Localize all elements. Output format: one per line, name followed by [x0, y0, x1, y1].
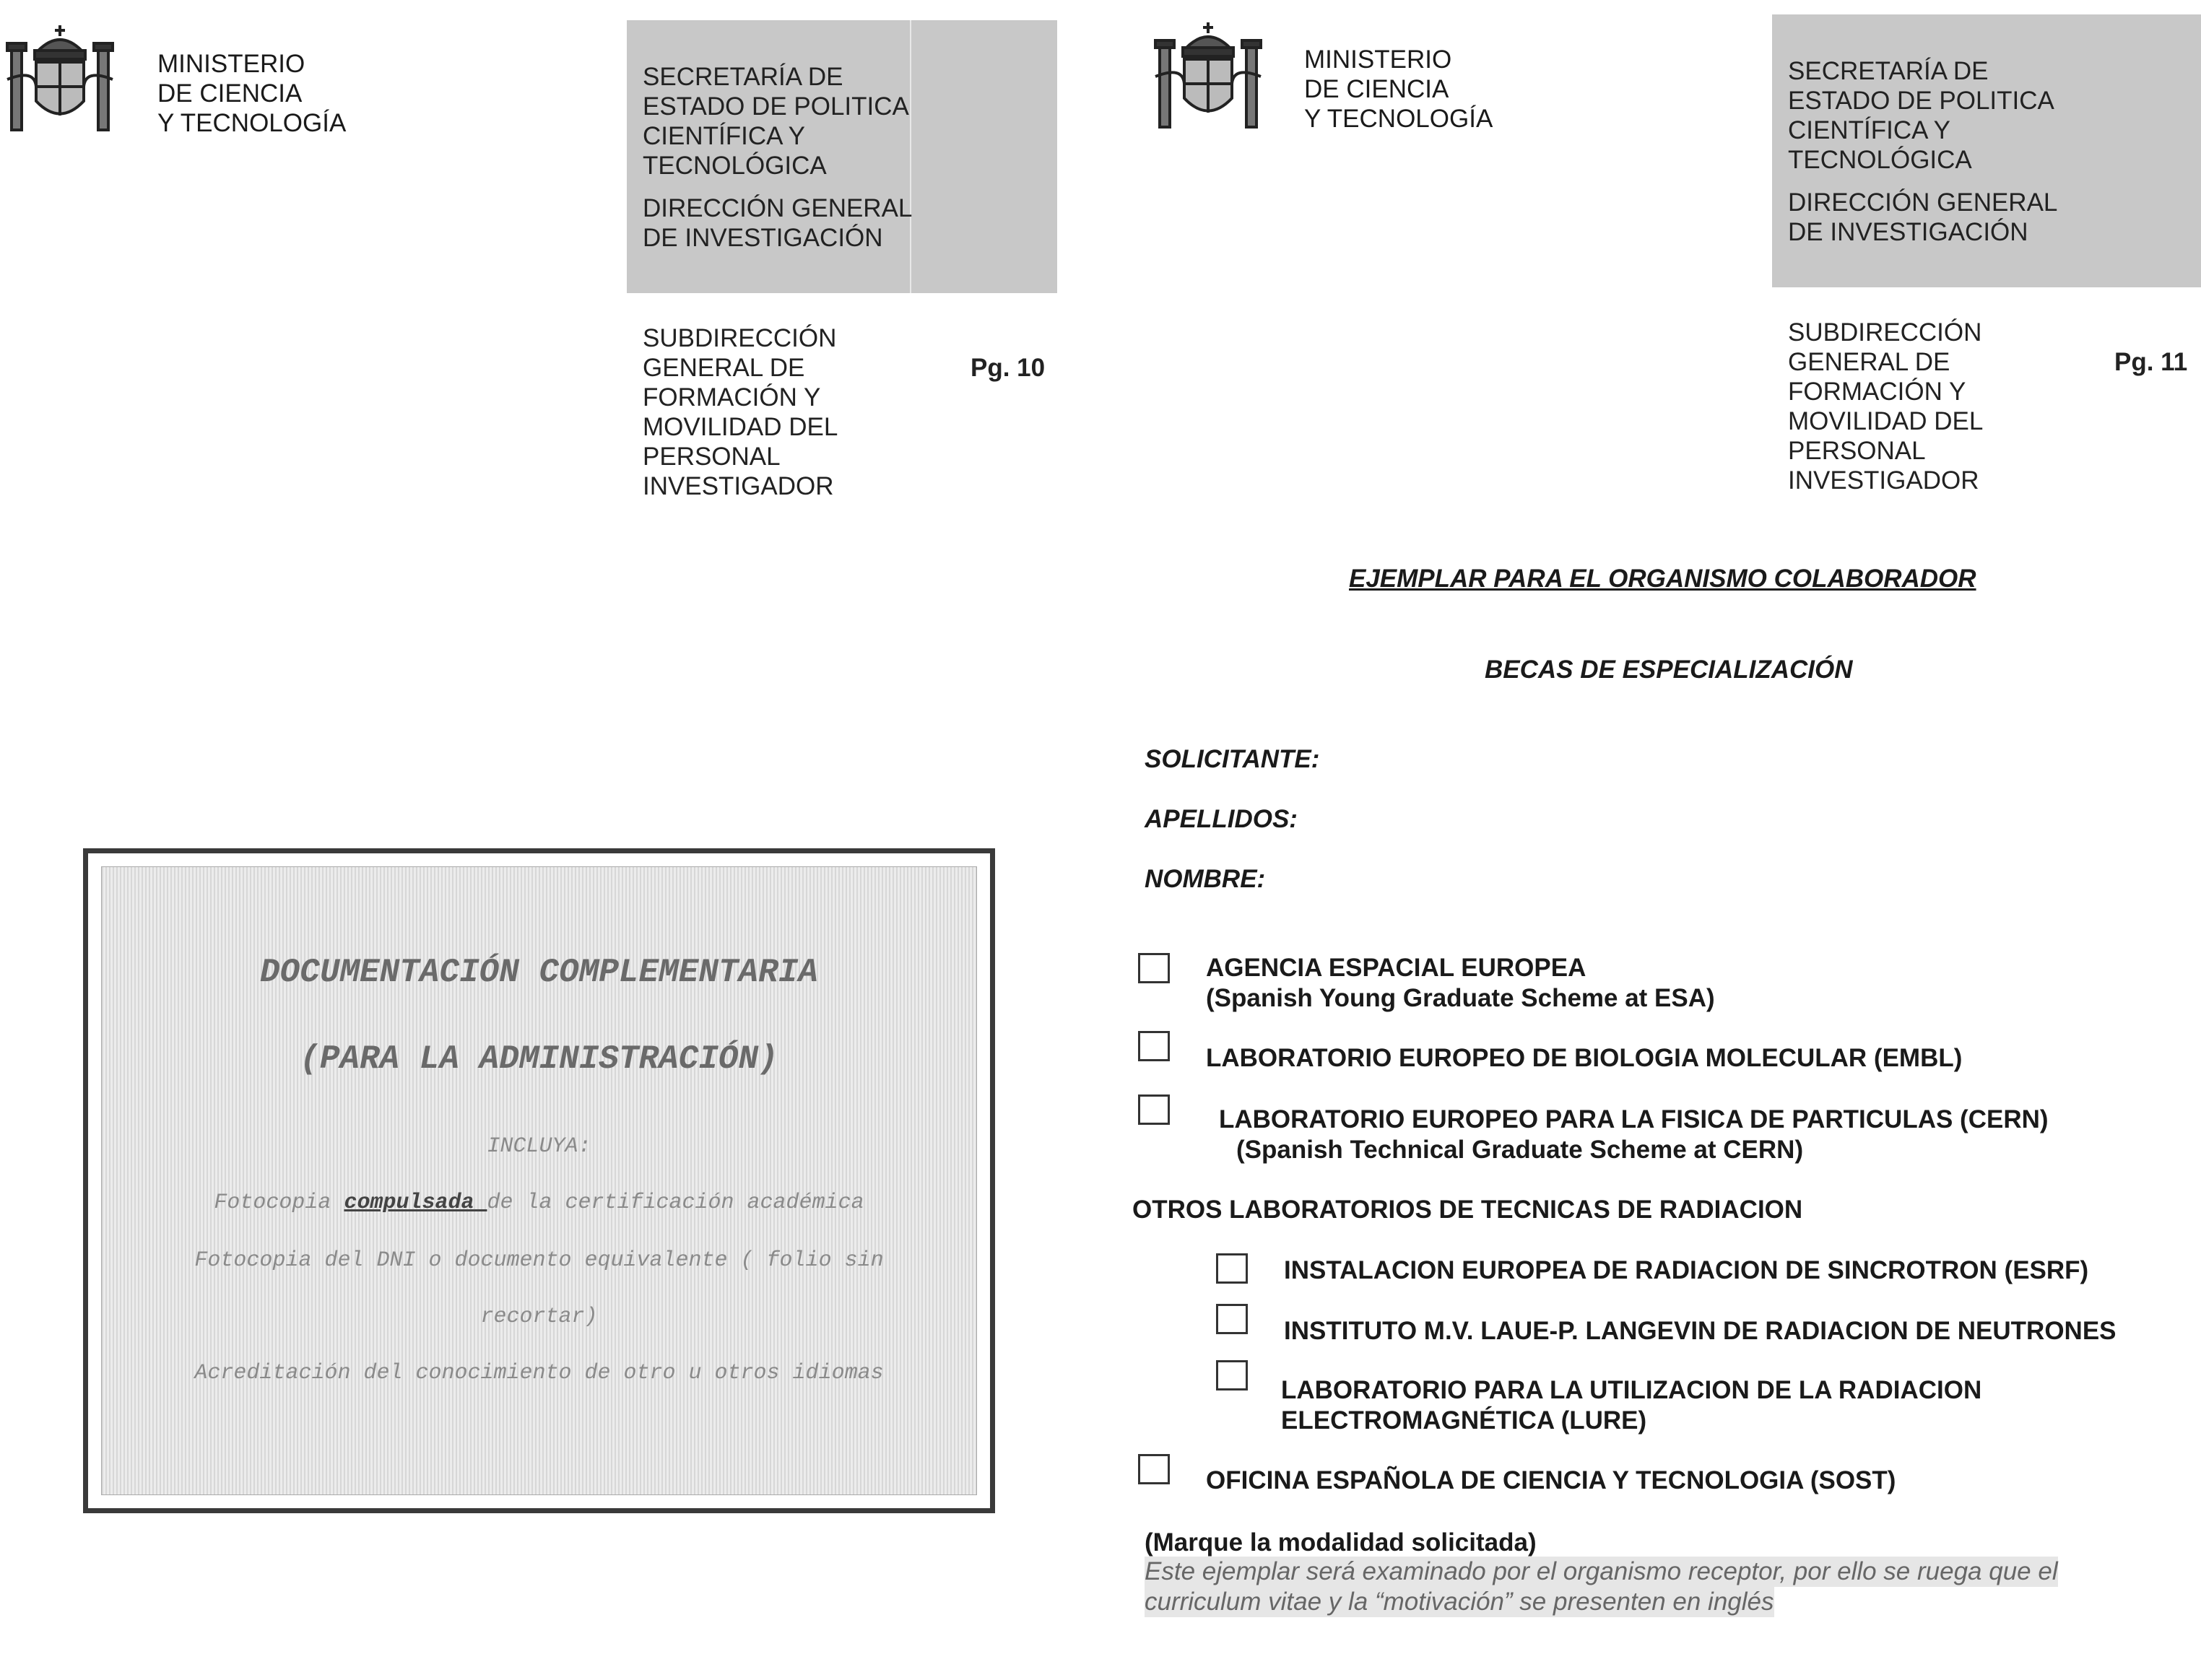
instruction-marque: (Marque la modalidad solicitada): [1145, 1528, 1537, 1557]
documentation-panel: [101, 866, 977, 1495]
note-line-1: Este ejemplar será examinado por el organismo receptor, por ello se ruega que el: [1145, 1557, 2058, 1585]
checkbox-esa[interactable]: [1138, 953, 1170, 983]
option-esa: AGENCIA ESPACIAL EUROPEA (Spanish Young Graduate Scheme at ESA): [1206, 954, 1715, 1012]
doc-item-2a: Fotocopia del DNI o documento equivalente ( folio sin: [194, 1248, 884, 1273]
checkbox-cern[interactable]: [1138, 1094, 1170, 1125]
documentation-frame: [83, 848, 995, 1513]
page-number-right: Pg. 11: [2114, 348, 2188, 376]
doc-item-1: Fotocopia compulsada de la certificación académica: [214, 1191, 864, 1215]
option-cern: LABORATORIO EUROPEO PARA LA FISICA DE PARTICULAS (CERN) (Spanish Technical Graduate Scheme at CERN): [1219, 1105, 2049, 1164]
checkbox-embl[interactable]: [1138, 1031, 1170, 1061]
doc-item-2b: recortar): [480, 1305, 598, 1329]
grant-type-heading: BECAS DE ESPECIALIZACIÓN: [1485, 656, 1853, 684]
option-sost: OFICINA ESPAÑOLA DE CIENCIA Y TECNOLOGIA (SOST): [1206, 1466, 1896, 1494]
doc-title-2: (PARA LA ADMINISTRACIÓN): [300, 1040, 778, 1078]
ministry-name-right: MINISTERIO DE CIENCIA Y TECNOLOGÍA: [1304, 45, 1493, 133]
field-solicitante: SOLICITANTE:: [1145, 745, 1320, 773]
field-nombre: NOMBRE:: [1145, 865, 1266, 893]
option-laue: INSTITUTO M.V. LAUE-P. LANGEVIN DE RADIACION DE NEUTRONES: [1284, 1317, 2117, 1345]
note-line-2: curriculum vitae y la “motivación” se presenten en inglés: [1145, 1588, 1774, 1616]
checkbox-esrf[interactable]: [1216, 1253, 1248, 1284]
coat-of-arms-logo: [1154, 19, 1262, 138]
group-otros-laboratorios: OTROS LABORATORIOS DE TECNICAS DE RADIACION: [1132, 1196, 1803, 1224]
option-embl: LABORATORIO EUROPEO DE BIOLOGIA MOLECULAR (EMBL): [1206, 1044, 1963, 1072]
doc-title-1: DOCUMENTACIÓN COMPLEMENTARIA: [260, 954, 818, 991]
subdireccion-text-left: SUBDIRECCIÓN GENERAL DE FORMACIÓN Y MOVILIDAD DEL PERSONAL INVESTIGADOR: [643, 324, 838, 500]
checkbox-laue[interactable]: [1216, 1304, 1248, 1334]
ministry-name-left: MINISTERIO DE CIENCIA Y TECNOLOGÍA: [157, 50, 347, 137]
checkbox-lure[interactable]: [1216, 1360, 1248, 1390]
coat-of-arms-logo: [6, 22, 114, 141]
field-apellidos: APELLIDOS:: [1145, 805, 1298, 833]
checkbox-sost[interactable]: [1138, 1454, 1170, 1484]
secretariat-text-left: SECRETARÍA DE ESTADO DE POLITICA CIENTÍFICA Y TECNOLÓGICA DIRECCIÓN GENERAL DE INVESTIGACIÓN: [643, 63, 913, 252]
doc-item-3: Acreditación del conocimiento de otro u otros idiomas: [194, 1361, 884, 1385]
copy-heading: EJEMPLAR PARA EL ORGANISMO COLABORADOR: [1349, 565, 1976, 593]
page-number-left: Pg. 10: [971, 354, 1046, 382]
doc-incluya: INCLUYA:: [487, 1134, 591, 1159]
secretariat-text-right: SECRETARÍA DE ESTADO DE POLITICA CIENTÍFICA Y TECNOLÓGICA DIRECCIÓN GENERAL DE INVESTIGACIÓN: [1788, 57, 2058, 246]
subdireccion-text-right: SUBDIRECCIÓN GENERAL DE FORMACIÓN Y MOVILIDAD DEL PERSONAL INVESTIGADOR: [1788, 318, 1984, 495]
option-lure: LABORATORIO PARA LA UTILIZACION DE LA RADIACION ELECTROMAGNÉTICA (LURE): [1281, 1376, 1982, 1435]
option-esrf: INSTALACION EUROPEA DE RADIACION DE SINCROTRON (ESRF): [1284, 1256, 2089, 1284]
